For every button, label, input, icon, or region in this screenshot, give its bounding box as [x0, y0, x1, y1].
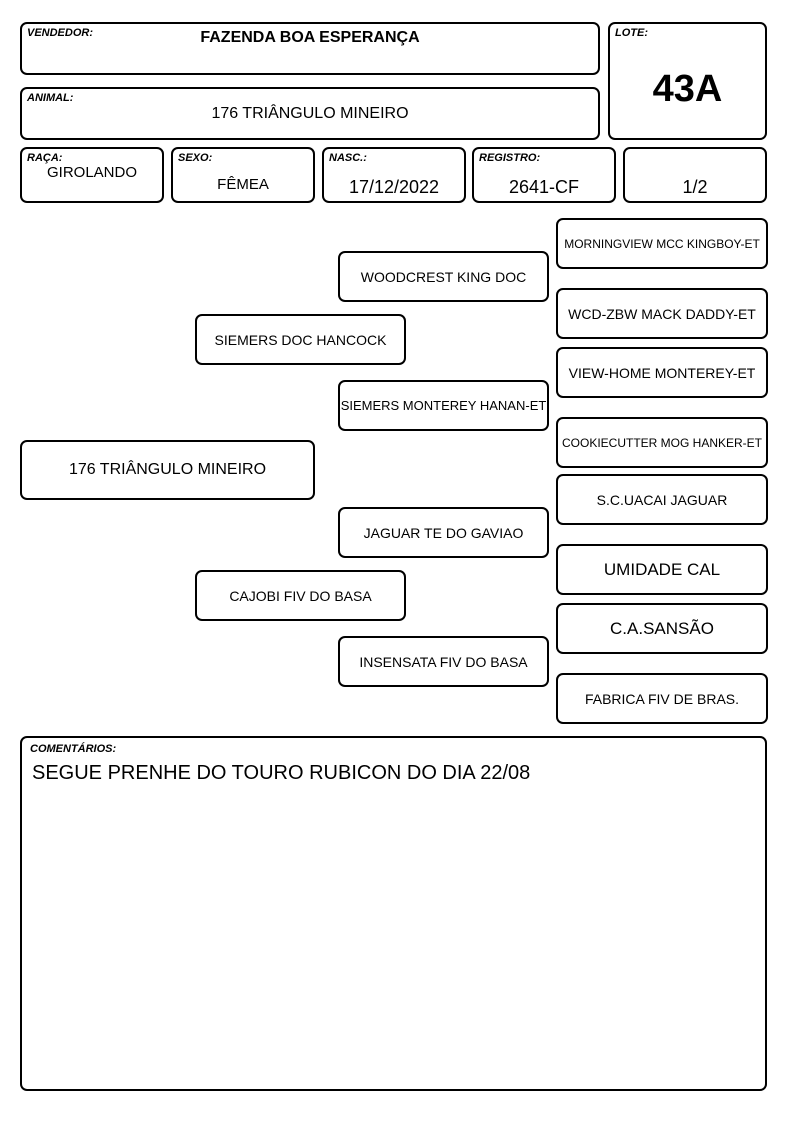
sex-value: FÊMEA — [217, 176, 269, 193]
pedigree-dam: CAJOBI FIV DO BASA — [195, 570, 406, 621]
lot-label: LOTE: — [615, 27, 648, 39]
pedigree-ggp-6: UMIDADE CAL — [556, 544, 768, 595]
grade-value: 1/2 — [682, 177, 708, 197]
sex-field — [171, 147, 315, 203]
pedigree-sire: SIEMERS DOC HANCOCK — [195, 314, 406, 365]
pedigree-ggp-3: VIEW-HOME MONTEREY-ET — [556, 347, 768, 398]
pedigree-ggp-7: C.A.SANSÃO — [556, 603, 768, 654]
comments-label: COMENTÁRIOS: — [30, 743, 117, 755]
pedigree-ggp-2: WCD-ZBW MACK DADDY-ET — [556, 288, 768, 339]
sex-label: SEXO: — [178, 152, 213, 164]
birth-date-label: NASC.: — [329, 152, 367, 164]
pedigree-dam-dam: INSENSATA FIV DO BASA — [338, 636, 549, 687]
seller-value: FAZENDA BOA ESPERANÇA — [200, 29, 420, 46]
pedigree-ggp-4: COOKIECUTTER MOG HANKER-ET — [556, 417, 768, 468]
seller-label: VENDEDOR: — [27, 27, 94, 39]
grade-field — [623, 147, 767, 203]
animal-value: 176 TRIÂNGULO MINEIRO — [211, 105, 409, 122]
breed-label: RAÇA: — [27, 152, 63, 164]
pedigree-sire-dam: SIEMERS MONTEREY HANAN-ET — [338, 380, 549, 431]
pedigree-animal: 176 TRIÂNGULO MINEIRO — [20, 440, 315, 500]
registry-field — [472, 147, 616, 203]
registry-value: 2641-CF — [508, 177, 580, 197]
birth-date-field — [322, 147, 466, 203]
animal-label: ANIMAL: — [27, 92, 74, 104]
animal-field — [20, 87, 600, 140]
comments-box — [20, 736, 767, 1091]
comments-text: SEGUE PRENHE DO TOURO RUBICON DO DIA 22/08 — [32, 762, 531, 784]
pedigree-ggp-1: MORNINGVIEW MCC KINGBOY-ET — [556, 218, 768, 269]
birth-date-value: 17/12/2022 — [348, 177, 440, 197]
seller-field — [20, 22, 600, 75]
pedigree-ggp-5: S.C.UACAI JAGUAR — [556, 474, 768, 525]
pedigree-ggp-8: FABRICA FIV DE BRAS. — [556, 673, 768, 724]
pedigree-dam-sire: JAGUAR TE DO GAVIAO — [338, 507, 549, 558]
breed-field — [20, 147, 164, 203]
registry-label: REGISTRO: — [479, 152, 541, 164]
lot-field — [608, 22, 767, 140]
pedigree-sire-sire: WOODCREST KING DOC — [338, 251, 549, 302]
lot-value: 43A — [652, 68, 723, 110]
breed-value: GIROLANDO — [46, 164, 137, 181]
